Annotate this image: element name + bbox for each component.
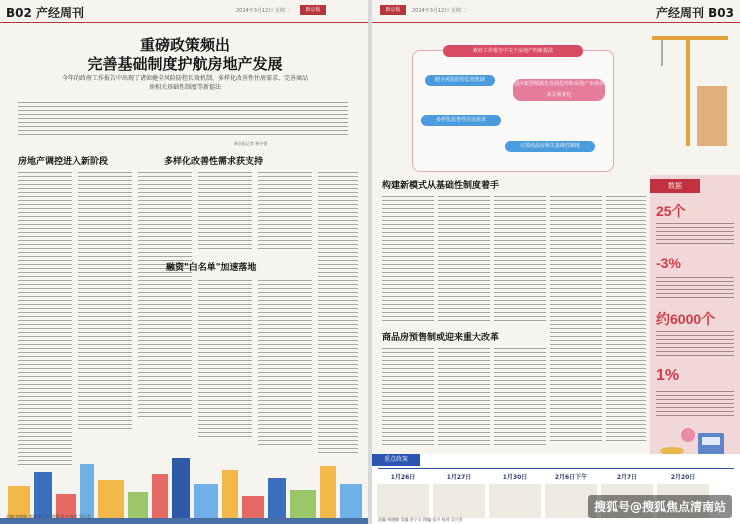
- column-text: [258, 170, 312, 250]
- headline-line-2: 完善基础制度护航房地产发展: [87, 55, 283, 73]
- policy-pill: 健全风险防控长效机制: [425, 75, 495, 86]
- data-figure: 25个: [656, 203, 686, 219]
- column-text: [382, 346, 434, 446]
- date-line: 2024年3月12日 星期二: [412, 8, 466, 14]
- column-text: [438, 346, 490, 446]
- byline: 新京报记者 杨冬惜: [234, 141, 268, 146]
- column-text: [606, 194, 646, 444]
- column-text: [258, 278, 312, 448]
- section-title: 房地产调控进入新阶段: [18, 157, 109, 167]
- lede: 今年的政府工作报告中出现了诸如健全风险防控长效机制、多样化改善性住房需求、完善商品房相关基础性制度等新提法: [61, 75, 308, 91]
- column-text: [78, 170, 132, 430]
- data-figure: 1%: [656, 367, 680, 384]
- newspaper-logo: 新京报: [380, 5, 406, 15]
- column-text: [550, 194, 602, 444]
- data-sidebar: [650, 175, 740, 475]
- column-text: [198, 170, 252, 250]
- timeline-title: 重点政策: [372, 454, 420, 466]
- figure-caption: [656, 221, 734, 247]
- column-text: [494, 194, 546, 324]
- sidebar-title: 数据: [650, 179, 700, 193]
- data-figure: -3%: [656, 255, 681, 271]
- construction-crane-illustration: [642, 26, 732, 146]
- footer-credits: 责编 何晓敏 美编 余子丰 图编 张兴 校对 吴兴发: [6, 514, 91, 519]
- right-page: [372, 0, 740, 524]
- figure-caption: [656, 275, 734, 301]
- left-page-header: [0, 0, 368, 23]
- figure-caption: [656, 389, 734, 417]
- infographic-title: 政府工作报告中关于房地产的新提法: [443, 45, 583, 57]
- column-text: [18, 170, 72, 465]
- figure-caption: [656, 329, 734, 359]
- footer-credits: 责编 何晓敏 美编 余子丰 图编 张兴 校对 吴兴发: [378, 517, 463, 522]
- policy-infographic: [412, 50, 614, 172]
- timeline-date: 1月27日: [446, 474, 472, 481]
- section-title: 构建新模式从基础性制度着手: [382, 181, 500, 191]
- column-text: [138, 170, 192, 420]
- timeline-date: 2月6日下午: [554, 474, 588, 481]
- city-skyline-illustration: [0, 444, 368, 524]
- page-label: 产经周刊 B03: [655, 6, 734, 20]
- column-text: [438, 194, 490, 324]
- left-page: [0, 0, 368, 524]
- timeline-date: 2月20日: [670, 474, 696, 481]
- policy-pill: 完善商品房相关基础性制度: [505, 141, 595, 152]
- timeline-date: 1月30日: [502, 474, 528, 481]
- column-text: [318, 170, 358, 455]
- right-page-header: [372, 0, 740, 23]
- newspaper-logo: 新京报: [300, 5, 326, 15]
- headline-line-1: 重磅政策频出: [139, 36, 230, 54]
- timeline-date: 1月26日: [390, 474, 416, 481]
- column-text: [198, 278, 252, 438]
- watermark: 搜狐号@搜狐焦点清南站: [588, 495, 732, 518]
- date-line: 2024年3月12日 星期二: [236, 8, 290, 14]
- policy-pill: 多样化改善性住房需求: [421, 115, 501, 126]
- policy-box: [433, 484, 485, 518]
- data-figure: 约6000个: [656, 311, 716, 327]
- section-title: 商品房预售制或迎来重大改革: [382, 333, 500, 343]
- intro-text: [18, 100, 348, 138]
- policy-box: [377, 484, 429, 518]
- column-text: [382, 194, 434, 324]
- page-label: B02 产经周刊: [6, 6, 85, 20]
- timeline-date: 2月7日: [616, 474, 638, 481]
- policy-box: [489, 484, 541, 518]
- section-title: 融资"白名单"加速落地: [166, 263, 257, 273]
- column-text: [494, 346, 546, 446]
- policy-pill: 适应新型城镇化发展趋势和房地产市场供求关系变化: [513, 79, 605, 101]
- section-title: 多样化改善性需求获支持: [164, 157, 264, 167]
